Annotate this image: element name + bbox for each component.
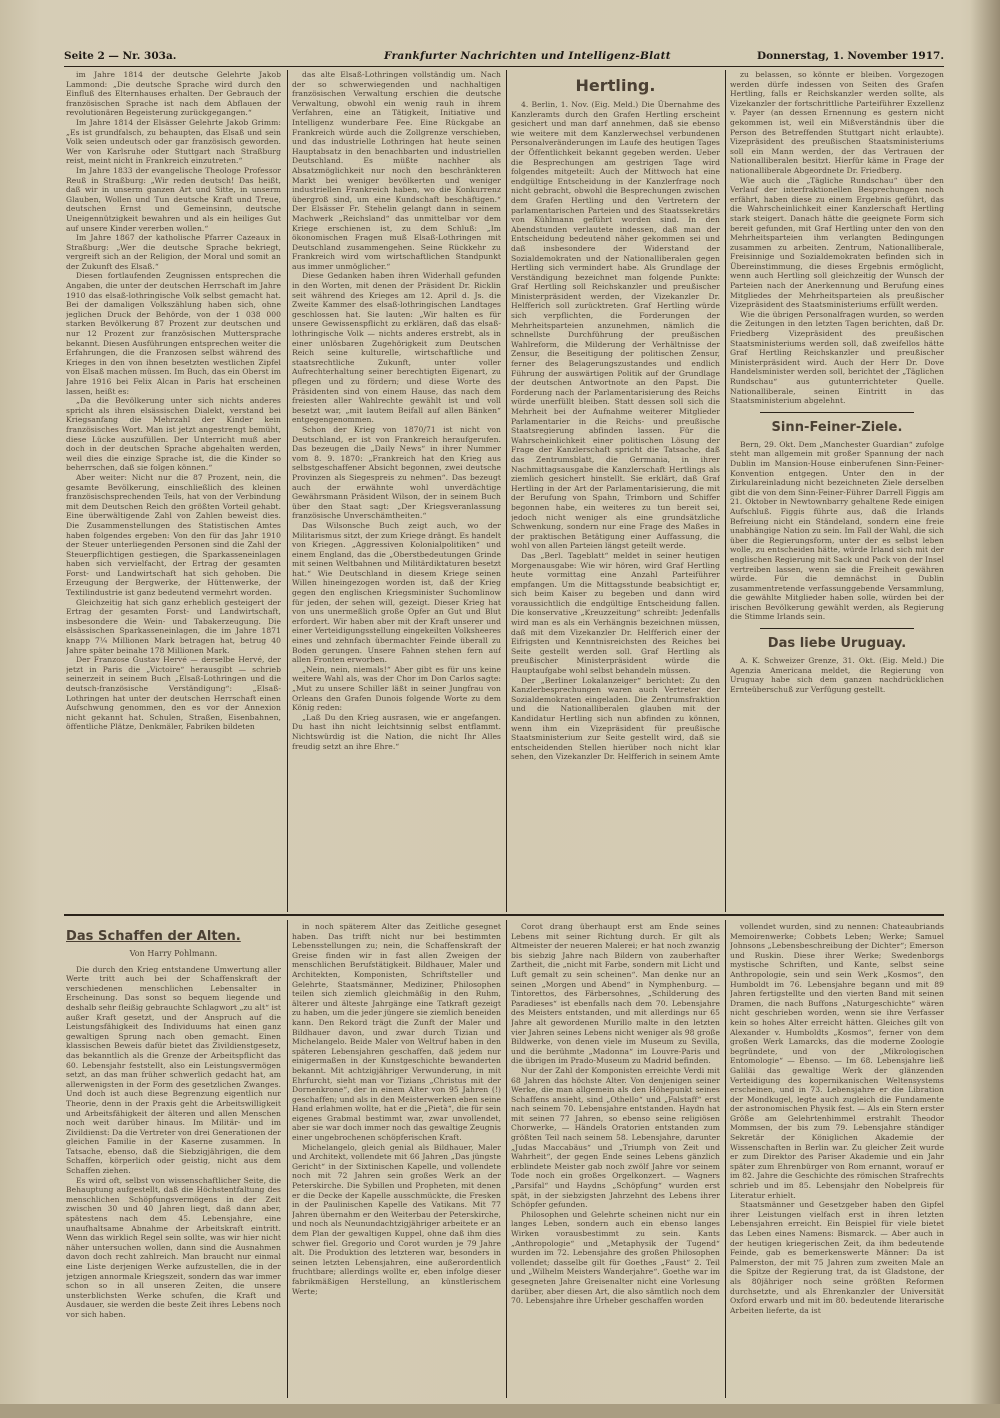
paragraph: Philosophen und Gelehrte scheinen nicht nur ein langes Leben, sondern auch ein ebenso langes Wirken vorausbestimmt zu sein. Kants „Anthropologie“ und „Metaphysik der Tugend“ wurden im 72. Lebensjahre des großen Philosophen vollendet; dasselbe gilt für Goethes „Faust“ 2. Teil und „Wilhelm Meisters Wanderjahre“. Goethe war im gesegneten Jahre Greisenalter nicht eine Vorlesung darüber, aber diesen Art, die also sämtlich noch dem 70. Lebensjahre ihre Urheber geschaffen worden — [511, 1209, 720, 1306]
paragraph: Wie auch die „Tägliche Rundschau“ über den Verlauf der interfraktionellen Besprechungen noch erfährt, haben diese zu einem Ergebnis geführt, das die Wahrscheinlichkeit einer Kanzlerschaft Hertling stark steigert. Danach hätte die geeignete Form sich bereit gefunden, mit Graf Hertling unter den von den Mehrheitsparteien ihm verlangten Bedingungen zusammen zu arbeiten. Zentrum, Nationalliberale, Freisinnige und Sozialdemokraten befinden sich in Übereinstimmung, die dieses Ergebnis ermöglicht, wenn auch Hertling soll gleichzeitig der Wunsch der Parteien nach der Anerkennung und Berufung eines Mitgliedes der Mehrheitsparteien als preußischer Vizepräsident des Staatsministeriums erfüllt werden. — [730, 175, 944, 310]
paragraph: „Nein, nein, niemals!“ Aber gibt es für uns keine weitere Wahl als, was der Chor im Don Carlos sagte: „Mut zu unsere Schiller läßt in seiner Jungfrau von Orleans den Grafen Dunois folgende Worte zu dem König reden: — [292, 664, 501, 713]
section-divider — [64, 914, 944, 916]
page-bottom-edge — [0, 1404, 1000, 1418]
column-rule — [287, 920, 288, 1398]
article-separator — [760, 628, 914, 629]
paragraph: vollendet wurden, sind zu nennen: Chateaubriands Memoirenwerke; Cobbets Leben; Werke; Samuel Johnsons „Lebensbeschreibung der Dichter“; Emerson und Ruskin. Diese ihrer Werke; Swedenborgs mystische Schriften, und Kante, selbst seine Anthropologie, sein und sein Werk „Kosmos“, den Humboldt im 76. Lebensjahre begann und mit 89 Jahren fertigstellte und den vierten Band mit seinen Dramen, die nach Buffons „Naturgeschichte“ wären nicht geschrieben worden, wenn sie ihre Verfasser kein so hohes Alter erreicht hätten. Gleiches gilt von Alexander v. Humboldts „Kosmos“, ferner von dem großen Werk Lamarcks, das die moderne Zoologie begründete, und von der „Mikrologischen Entomologie“ — Ebenso. — Im 68. Lebensjahre ließ Galiläi das gewaltige Werk der glänzenden Verteidigung des kopernikanischen Weltensystems erscheinen, und in 73. Lebensjahre er die Libration der Mondkugel, legte auch zugleich die Fundamente der astronomischen Physik fest. — Als ein Stern erster Größe am Gelehrtenhimmel erstrahlt Theodor Mommsen, der bis zum 79. Lebensjahre ständiger Sekretär der Königlichen Akademie der Wissenschaften in Berlin war. Zu gleicher Zeit wurde er zum Direktor des Pariser Akademie und ein Jahr später zum Ehrenbürger von Rom ernannt, worauf er im 82. Jahre die Geschichte des römischen Strafrechts schrieb und im 85. Lebensjahr den Nobelpreis für Literatur erhielt. — [730, 922, 944, 1200]
paragraph: Im Jahre 1814 der Elsässer Gelehrte Jakob Grimm: „Es ist grundfalsch, zu behaupten, das Elsaß und sein Volk seien undeutsch oder gar französisch geworden. Wer von Karlsruhe oder Stuttgart nach Straßburg reist, meint nicht in Frankreich einzutreten.“ — [66, 117, 281, 166]
paragraph: in noch späterem Alter das Zeitliche gesegnet haben. Das trifft nicht nur bei bestimmten Lebensstellungen zu; nein, die Schaffenskraft der Greise finden wir in fast allen Zweigen der menschlichen Berufstätigkeit. Bildhauer, Maler und Architekten, Komponisten, Schriftsteller und Gelehrte, Staatsmänner, Mediziner, Philosophen teilen sich ziemlich gleichmäßig in den Ruhm, älterer und älteste Jahrgänge eine Tatkraft gezeigt zu haben, um die jeder jüngere sie ziemlich beneiden kann. Den Rekord trägt die Zunft der Maler und Bildhauer davon, und zwar durch Tizian und Michelangelo. Beide Maler von Weltruf haben in den späteren Lebensjahren geschaffen, daß jedem nur einigermaßen in der Kunstgeschichte bewanderten bekannt. Mit achtzigjähriger Verwunderung, in mit Ehrfurcht, sieht man vor Tizians „Christus mit der Dornenkrone“, der in einem Alter von 95 Jahren (!) geschaffen; und als in den Meisterwerken eben seine Hand erlahmen wollte, hat er die „Pietà“, die für sein eigenes Grabmal bestimmt war, zwar unvollendet, aber sie war doch immer noch das gewaltige Zeugnis einer ungebrochenen schöpferischen Kraft. — [292, 922, 501, 1143]
article-column — [66, 70, 281, 912]
paragraph: das alte Elsaß-Lothringen vollständig um. Nach der so schwerwiegenden und nachhaltigen französischen Verwaltung erschien die deutsche Verwaltung, obwohl ein wenig rauh in ihrem Verfahren, eine an Tätigkeit, Initiative und Intelligenz wunderbare Fee. Eine Rückgabe an Frankreich würde auch die Zollgrenze verschieben, und das industrielle Lothringen hat heute seinen Hauptabsatz in den benachbarten und industriellen Deutschland. Es müßte nachher als Absatzmöglichkeit nur noch den beschränkteren Markt bei weniger bevölkerten und weniger industriellen Frankreich haben, wo die Konkurrenz übergroß sind, um eine Kundschaft beschäftigen.“ Der Elsässer Fr. Stehelin gelangt dann in seinem Machwerk „Reichsland“ das unmittelbar vor dem Kriege erschienen ist, zu dem Schluß: „Im ökonomischen Fragen muß Elsaß-Lothringen mit Deutschland zusammengehen. Seine Rückkehr zu Frankreich wird vom wirtschaftlichen Standpunkt aus immer unmöglicher.“ — [292, 70, 501, 271]
paragraph: Schon der Krieg von 1870/71 ist nicht von Deutschland, er ist von Frankreich heraufgerufen. Das bezeugen die „Daily News“ in ihrer Nummer vom 8. 9. 1870: „Frankreich hat den Krieg aus selbstgeschaffener Absicht begonnen, zwei deutsche Provinzen als Siegespreis zu nehmen“. Das bezeugt auch der erwähnte wohl unverdächtige Gewährsmann Präsident Wilson, der in seinem Buch über den Staat sagt: „Der Kriegsveranlassung französische Unverschämtheiten.“ — [292, 424, 501, 521]
paragraph: 4. Berlin, 1. Nov. (Eig. Meld.) Die Übernahme des Kanzleramts durch den Grafen Hertling erscheint gesichert und man darf annehmen, daß sie ebenso wie weitere mit dem Kanzlerwechsel verbundenen Personalveränderungen im Laufe des heutigen Tages der Öffentlichkeit bekannt gegeben werden. Ueber die Besprechungen am gestrigen Tage wird folgendes mitgeteilt: Auch der Mittwoch hat eine endgültige Entscheidung in der Kanzlerfrage noch nicht gebracht, obwohl die Besprechungen zwischen dem Grafen Hertling und den Vertretern der parlamentarischen Parteien und des Staatssekretärs von Kühlmann geführt worden sind. In den Abendstunden verlautete indessen, daß man der Entscheidung bedeutend näher gekommen sei und daß insbesondere der Widerstand der Sozialdemokraten und der Nationalliberalen gegen Hertling sich vermindert habe. Als Grundlage der Verständigung bezeichnet man folgende Punkte: Graf Hertling soll Reichskanzler und preußischer Ministerpräsident werden, der Vizekanzler Dr. Helfferich soll zurücktreten. Graf Hertling würde sich verpflichten, die Forderungen der Mehrheitsparteien anzunehmen, nämlich die schnellste Durchführung der preußischen Wahlreform, die Milderung der Verhältnisse der Zensur, die Beseitigung der politischen Zensur, ferner des Belagerungszustandes und endlich Führung der auswärtigen Politik auf der Grundlage der deutschen Antwortnote an den Papst. Die Forderung nach der Parlamentarisierung des Reichs würde unerfüllt bleiben. Statt dessen soll sich die Mehrheit bei der Aufnahme weiterer Mitglieder Parlamentarier in die Reichs- und preußische Staatsregierung abfinden lassen. Für die Wahrscheinlichkeit einer politischen Lösung der Frage der Kanzlerschaft spricht die Tatsache, daß das Zentrumsblatt, die Germania, in ihrer Nachmittagsausgabe die Kanzlerschaft Hertlings als ziemlich gesichert hinstellt. Sie erklärt, daß Graf Hertling in der Art der Parlamentarisierung, die mit der Berufung von Spahn, Trimborn und Schiffer begonnen habe, ein weiteres zu tun bereit sei, jedoch nicht weniger als eine grundsätzliche Schwenkung, sondern nur eine Frage des Maßes in der praktischen Betätigung einer Auffassung, die wohl von allen Parteien längst geteilt werde. — [511, 100, 720, 551]
quote-paragraph: „Da die Bevölkerung unter sich nichts anderes spricht als ihren elsässischen Dialekt, verstand bei Kriegsanfang die Mehrzahl der Kinder kein französisches Wort. Man ist jetzt angestrengt bemüht, diese Lücke auszufüllen. Der Unterricht muß aber doch in der deutschen Sprache abgehalten werden, weil dies die einzige Sprache ist, die die Kinder so beherrschen, daß sie folgen können.“ — [66, 396, 281, 473]
column-rule — [287, 70, 288, 912]
article-column — [292, 70, 501, 912]
column-rule — [506, 70, 507, 912]
paragraph: Nur der Zahl der Komponisten erreichte Verdi mit 68 Jahren das höchste Alter. Von denjenigen seiner Werke, die man allgemein als den Höhepunkt seines Schaffens ansieht, sind „Othello“ und „Falstaff“ erst nach seinem 70. Lebensjahre entstanden. Haydn hat mit seinen 77 Jahren, so ebenso seine religiösen Chorwerke, — Händels Oratorien entstanden zum größten Teil nach seinem 58. Lebensjahre, darunter „Judas Maccabäus“ und „Triumph von Zeit und Wahrheit“, der gegen Ende seines Lebens gänzlich erblindete Meister gab noch zwölf Jahre vor seinem Tode noch ein großes Orgelkonzert. — Wagners „Parsifal“ und Haydns „Schöpfung“ wurden erst spät, in der siebzigsten Jahrzehnt des Lebens ihrer Schöpfer gefunden. — [511, 1065, 720, 1210]
paragraph: Corot drang überhaupt erst am Ende seines Lebens mit seiner Richtung durch. Er gilt als Altmeister der neueren Malerei; er hat noch zwanzig bis siebzig Jahre nach Bildern von zauberhafter Zartheit, die „nicht mit Farbe, sondern mit Licht und Luft gemalt zu sein scheinen“. Man denke nur an seinen „Morgen und Abend“ in Nymphenburg. — Tintorettos, des Färbersohnes, „Schilderung des Paradieses“ ist ebenfalls nach dem 70. Lebensjahre des Meisters entstanden, und mit allerdings nur 65 Jahre alt gewordenen Murillo malte in den letzten vier Jahren seines Lebens nicht weniger als 98 große Bildwerke, von denen viele im Museum zu Sevilla, und die berühmte „Madonna“ im Louvre-Paris und die übrigen im Prado-Museum zu Madrid befinden. — [511, 922, 720, 1066]
paragraph: Das Wilsonsche Buch zeigt auch, wo der Militarismus sitzt, der zum Kriege drängt. Es handelt von Kriegen. „Aggressiven Kolonialpolitiken“ und einem England, das die „Oberstbedeutungen Grinde mit seinen Weltbahnen und Militärdiktaturen besetzt hat.“ Wie Deutschland in diesem Kriege seinen Willen hineingezogen worden ist, daß der Krieg gegen den englischen Kriegsminister Suchomlinow für jeden, der sehen will, gezeigt. Dieser Krieg hat von uns unermeßlich große Opfer an Gut und Blut erfordert. Wir haben aber mit der Kraft unserer und einer Verteidigungsstellung eingekeilten Volksheeres eines und zehnfach übermachter Feinde überall zu Boden gerungen. Unsere Fahnen stehen fern auf allen Fronten erworben. — [292, 520, 501, 665]
paragraph: A. K. Schweizer Grenze, 31. Okt. (Eig. Meld.) Die Agenzia Americana meldet, die Regierung von Uruguay habe sich dem ganzen nachdrücklichen Ernteüberschuß zur Verfügung gestellt. — [730, 656, 944, 694]
column-rule — [506, 920, 507, 1398]
column-rule — [725, 920, 726, 1398]
paragraph: Gleichzeitig hat sich ganz erheblich gesteigert der Ertrag der gesamten Forst- und Landwirtschaft, insbesondere die Wein- und Tabakerzeugung. Die elsässischen Sparkasseneinlagen, die im Jahre 1871 knapp 7¼ Millionen Mark betragen hat, betrug 40 Jahre später beinahe 178 Millionen Mark. — [66, 597, 281, 655]
paragraph: Staatsmänner und Gesetzgeber haben den Gipfel ihrer Leistungen vielfach erst in ihren letzten Lebensjahren erreicht. Ein Beispiel für viele bietet das Leben eines Namens: Bismarck. — Aber auch in der heutigen kriegerischen Zeit, da ihm bedeutende Feinde, gab es bemerkenswerte Männer: Da ist Palmerston, der mit 75 Jahren zum zweiten Male an die Spitze der Regierung trat, da ist Gladstone, der als 80jähriger noch seine größten Reformen durchsetzte, und als Ehrenkanzler der Universität Oxford erwarb und mit im 80. bedeutende literarische Arbeiten lieferte, da ist — [730, 1200, 944, 1315]
page-edge-shadow — [970, 0, 1000, 1418]
paragraph: Wie die übrigen Personalfragen wurden, so werden die Zeitungen in den letzten Tagen berichten, daß Dr. Friedberg Vizepräsident des preußischen Staatsministeriums werden soll, daß zweifellos hätte Graf Hertling Reichskanzler und preußischer Ministerpräsident wird. Auch der Herr Dr. Dove Handelsminister werden soll, berichtet der „Täglichen Rundschau“ aus gutunterrichteter Quelle. Nationalliberale, seinen Eintritt in das Staatsministerium abgelehnt. — [730, 309, 944, 406]
article-title-uruguay: Das liebe Uruguay. — [767, 636, 907, 652]
feuilleton-column — [511, 922, 720, 1398]
feuilleton-title: Das Schaffen der Alten. — [66, 929, 241, 944]
article-title-hertling: Hertling. — [575, 76, 656, 95]
paragraph: Es wird oft, selbst von wissenschaftlicher Seite, die Behauptung aufgestellt, daß die Höchstentfaltung des menschlichen Schöpfungsvermögens in der Zeit zwischen 30 und 40 Jahren liegt, daß dann aber, spätestens nach dem 45. Lebensjahre, eine unaufhaltsame Abnahme der Arbeitskraft eintritt. Wenn das wirklich Regel sein sollte, was wir hier nicht näher untersuchen wollen, dann sind die Ausnahmen davon doch recht zahlreich. Man braucht nur einmal eine Liste derjenigen Werke aufzustellen, die in der jetzigen annormale Kriegszeit, sondern das war immer schon so in all unseren Zeiten, die unsere unsterblichsten Werke schufen, die Kraft und Ausdauer, sie werden die beste Zeit ihres Lebens noch vor sich haben. — [66, 1175, 281, 1319]
paragraph: im Jahre 1814 der deutsche Gelehrte Jakob Lammond: „Die deutsche Sprache wird durch den Einfluß des Elternhauses erhalten. Der Gebrauch der französischen Sprache ist nach dem Abflauen der revolutionären Begeisterung zurückgegangen.“ — [66, 70, 281, 118]
paragraph: Der Franzose Gustav Hervé — derselbe Hervé, der jetzt in Paris die „Victoire“ herausgibt — schrieb seinerzeit in seinem Buch „Elsaß-Lothringen und die deutsch-französische Verständigung“: „Elsaß-Lothringen hat unter der deutschen Herrschaft einen Aufschwung genommen, den es vor der Annexion nicht gekannt hat. Schulen, Straßen, Eisenbahnen, öffentliche Plätze, Denkmäler, Fabriken bildeten — [66, 655, 281, 732]
paragraph: Der „Berliner Lokalanzeiger“ berichtet: Zu den Kanzlerbesprechungen waren auch Vertreter der Sozialdemokraten eingeladen. Die Zentrumsfraktion und die Nationalliberalen glauben mit der Kandidatur Hertling sich nun abfinden zu können, wenn ihm ein Vizepräsident für preußische Staatsministerium zur Seite gestellt wird, daß sie entscheidenden Stellen hierüber noch nicht klar sehen, den Vizekanzler Dr. Helfferich in seinem Amte — [511, 675, 720, 762]
paragraph: Bern, 29. Okt. Dem „Manchester Guardian“ zufolge steht man allgemein mit großer Spannung der nach Dublin im Mansion-House einberufenen Sinn-Feiner-Konvention entgegen. Unter den in der Zirkulareinladung nicht bezeichneten Ziele derselben gibt die von dem Sinn-Feiner-Führer Darrell Figgis am 21. Oktober in Newtownbarry gehaltene Rede einigen Aufschluß. Figgis führte aus, daß die Irlands Befreiung nicht ein Ständeland, sondern eine freie unabhängige Nation zu sein. Im Fall der Wahl, die sich über die Regierungsform, unter der es selbst leben wolle, zu entscheiden hätte, würde Irland sich mit der englischen Regierung mit Sack und Pack von der Insel vertreiben lassen, wenn sie die Freiheit gewähren würde. Für die demnächst in Dublin zusammentretende verfassunggebende Versammlung, die gewählte Mitglieder haben solle, würden bei der irischen Bevölkerung gewählt werden, als Regierung die Stimme Irlands sein. — [730, 439, 944, 622]
paragraph: zu belassen, so könnte er bleiben. Vorgezogen werden dürfe indessen von Seiten des Grafen Hertling, falls er Reichskanzler werden sollte, als Vizekanzler der fortschrittliche Parteiführer Exzellenz v. Payer (an dessen Ernennung es gestern nicht gekommen ist, weil ein Mißverständnis über die Person des Betreffenden Stuttgart nicht erlaubte). Vizepräsident des preußischen Staatsministeriums soll ein Mann werden, der das Vertrauen der Nationalliberalen besitzt. Hierfür käme in Frage der nationalliberale Abgeordnete Dr. Friedberg. — [730, 70, 944, 175]
feuilleton-column — [730, 922, 944, 1398]
quote-paragraph: „Laß Du den Krieg ausrasen, wie er angefangen. Du hast ihn nicht leichtsinnig selbst entflammt. Nichtswürdig ist die Nation, die nicht Ihr Alles freudig setzt an ihre Ehre.“ — [292, 712, 501, 751]
feuilleton-column — [292, 922, 501, 1398]
article-title-sinn-feiner: Sinn-Feiner-Ziele. — [771, 419, 903, 435]
byline: Von Harry Pohlmann. — [129, 949, 218, 958]
issue-date: Donnerstag, 1. November 1917. — [756, 50, 944, 62]
column-rule — [725, 70, 726, 912]
article-column — [511, 70, 720, 912]
feuilleton-column — [66, 922, 281, 1398]
paragraph: Diesen fortlaufenden Zeugnissen entsprechen die Angaben, die unter der deutschen Herrschaft im Jahre 1910 das elsaß-lothringische Volk selbst gemacht hat. Bei der damaligen Volkszählung haben sich, ohne jeglichen Druck der Behörde, von der 1 038 000 starken Bevölkerung 87 Prozent zur deutschen und nur 12 Prozent zur französischen Muttersprache bekannt. Diesen Ausführungen entsprechen weiter die Erfahrungen, die die Franzosen selbst während des Krieges in den von ihnen besetzten westlichen Zipfel von Elsaß machen müssen. Im Buch, das ein Oberst im Jahre 1916 bei Felix Alcan in Paris hat erscheinen lassen, heißt es: — [66, 271, 281, 396]
paragraph: Im Jahre 1867 der katholische Pfarrer Cazeaux in Straßburg: „Wer die deutsche Sprache bekriegt, vergreift sich an der Religion, der Moral und somit an der Zukunft des Elsaß.“ — [66, 233, 281, 271]
page-number: Seite 2 — Nr. 303a. — [64, 50, 177, 62]
paragraph: Diese Gedanken haben ihren Widerhall gefunden in den Worten, mit denen der Präsident Dr. Ricklin seit während des Krieges am 12. April d. Js. die Zweite Kammer des elsaß-lothringischen Landtages geschlossen hat. Sie lauten: „Wir halten es für unsere Gewissenspflicht zu erklären, daß das elsaß-lothringische Volk — nichts anderes erstrebt, als in einer unlösbaren Zugehörigkeit zum Deutschen Reich seine kulturelle, wirtschaftliche und staatsrechtliche Zukunft, unter voller Aufrechterhaltung seiner berechtigten Eigenart, zu pflegen und zu fördern; und diese Worte des Präsidenten sind von einem Hause, das nach dem freiesten aller Wahlrechte gewählt ist und voll besetzt war, „mit lautem Beifall auf allen Bänken“ entgegengenommen. — [292, 271, 501, 425]
header-rule — [64, 66, 944, 67]
paragraph: Die durch den Krieg entstandene Umwertung aller Werte tritt auch bei der Schaffenskraft der verschiedenen menschlichen Lebensalter in Erscheinung. Das sonst so bequem liegende und deshalb sehr fleißig gebrauchte Schlagwort „zu alt“ ist außer Kraft gesetzt, und der Anspruch auf die Leistungsfähigkeit des Individuums hat einen ganz gewaltigen Sprung nach oben gemacht. Einen klassischen Beweis dafür bietet das Zivildienstgesetz, das bekanntlich als die Grenze der Arbeitspflicht das 60. Lebensjahr feststellt, also ein Leistungsvermögen setzt, an das man früher schwerlich gedacht hat, am allerwenigsten in der Form des gesetzlichen Zwanges. Und doch ist auch diese Begrenzung eigentlich nur Theorie, denn in der Praxis geht die Arbeitswilligkeit und Arbeitsfähigkeit der älteren und allen Menschen noch weit darüber hinaus. Im Militär- und im Zivildienst: Da die Vertreter von drei Generationen der gleichen Familie in der Kaserne zusammen. In Tatsache, ebenso, daß die Siebzigjährigen, die dem Schaffen, körperlich oder geistig, nicht aus dem Schaffen ziehen. — [66, 964, 281, 1176]
paragraph: Michelangelo, gleich genial als Bildhauer, Maler und Architekt, vollendete mit 66 Jahren „Das jüngste Gericht“ in der Sixtinischen Kapelle, und vollendete noch mit 72 Jahren sein großes Werk an der Peterskirche. Die Sybillen und Propheten, mit denen er die Decke der Kapelle ausschmückte, die Fresken in der Paulinischen Kapelle des Vatikans. Mit 77 Jahren übernahm er den Weiterbau der Peterskirche, und noch als Neunundachtzigjähriger arbeitete er an dem Plan der gewaltigen Kuppel, ohne daß ihm dies schwer fiel. Gregorio und Corot wurden je 79 Jahre alt. Die Produktion des letzteren war, besonders in seinen letzten Lebensjahren, eine außerordentlich fruchtbare; allerdings wollte er, eben infolge dieser fabrikmäßigen Herstellung, an künstlerischem Werte; — [292, 1142, 501, 1296]
paragraph: Das „Berl. Tageblatt“ meldet in seiner heutigen Morgenausgabe: Wie wir hören, wird Graf Hertling heute vormittag eine Anzahl Parteiführer empfangen. Um die Mittagsstunde beabsichtigt er, sich beim Kaiser zu begeben und dann wird voraussichtlich die endgültige Entscheidung fallen. Die konservative „Kreuzzeitung“ schreibt: Jedenfalls wird man es als ein Verhängnis bezeichnen müssen, daß mit dem Vizekanzler Dr. Helfferich einer der Eifrigsten und Kenntnisreichsten des Reiches bei Seite gestellt werden soll. Graf Hertling als preußischer Ministerpräsident würde die Hauptaufgabe wohl selbst behandeln müssen. — [511, 550, 720, 676]
masthead: Frankfurter Nachrichten und Intelligenz-Blatt — [384, 50, 671, 62]
page-header — [64, 50, 944, 66]
paragraph: Im Jahre 1833 der evangelische Theologe Professor Reuß in Straßburg: „Wir reden deutsch! Das heißt, daß wir in unserm ganzen Art und Sitte, in unserm Glauben, Wollen und Tun deutsche Kraft und Treue, deutschen Ernst und Gemeinsinn, deutsche Uneigennützigkeit bewahren und als ein heiliges Gut auf unsere Kinder vererben wollen.“ — [66, 165, 281, 233]
paragraph: Aber weiter: Nicht nur die 87 Prozent, nein, die gesamte Bevölkerung, einschließlich des kleinen französischsprechenden Teils, hat von der Verbindung mit dem Deutschen Reich den größten Vorteil gehabt. Eine überwältigende Zahl von Zahlen beweist dies. Die Zusammenstellungen des Statistischen Amtes haben folgendes ergeben: Von den für das Jahr 1910 der Steuer unterliegenden Personen sind die Zahl der Steuerpflichtigen gestiegen, die Sparkasseneinlagen haben sich vervielfacht, der Ertrag der gesamten Forst- und Landwirtschaft hat sich gehoben. Die Erzeugung der Bergwerke, der Hüttenwerke, der Textilindustrie ist ganz bedeutend vermehrt worden. — [66, 472, 281, 598]
article-column — [730, 70, 944, 912]
article-separator — [760, 412, 914, 413]
